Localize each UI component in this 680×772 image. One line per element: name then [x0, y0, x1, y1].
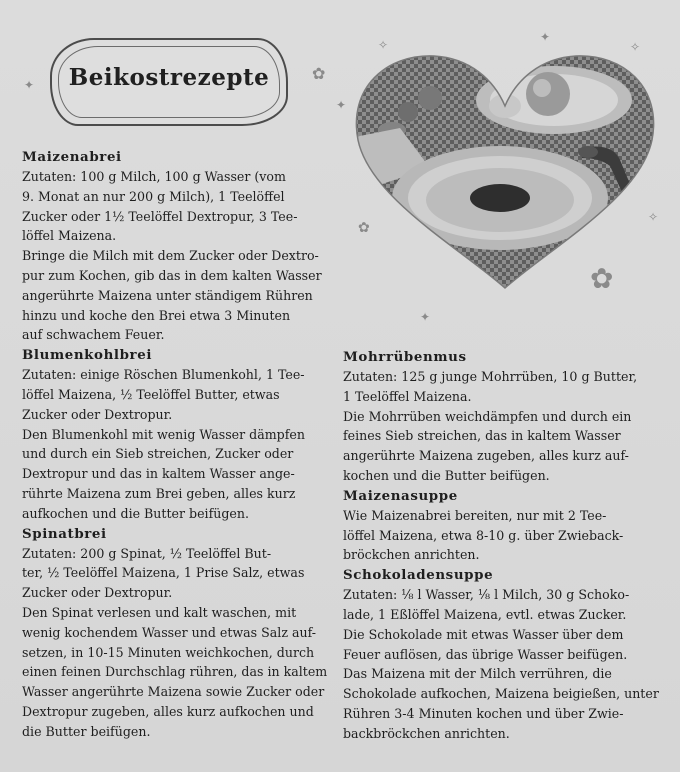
recipe-line: Zutaten: einige Röschen Blumenkohl, 1 Tee- [22, 367, 305, 383]
recipe-line: löffel Maizena, etwa 8-10 g. über Zwieback- [343, 527, 624, 543]
recipe-title: Maizenabrei [22, 149, 122, 165]
decor-flower-icon: ✿ [590, 262, 614, 295]
recipe-line: hinzu und koche den Brei etwa 3 Minuten [22, 307, 291, 323]
recipe-line: einen feinen Durchschlag rühren, das in kaltem [22, 664, 328, 680]
recipe-line: Feuer auflösen, das übrige Wasser beifügen. [343, 646, 628, 662]
recipe-line: pur zum Kochen, gib das in dem kalten Wasser [22, 267, 322, 283]
decor-star-icon: ✦ [540, 30, 551, 44]
recipe-line: und durch ein Sieb streichen, Zucker oder [22, 446, 294, 462]
recipe-line: bröckchen anrichten. [343, 547, 480, 563]
recipe-line: 9. Monat an nur 200 g Milch), 1 Teelöffel [22, 188, 285, 204]
recipe-title: Spinatbrei [22, 525, 107, 542]
recipe-schokoladensuppe [343, 565, 659, 743]
recipe-line: Bringe die Milch mit dem Zucker oder Dextro- [22, 248, 319, 264]
heart-photo-graphic [350, 48, 660, 304]
title-banner [50, 38, 288, 126]
recipe-line: ter, ½ Teelöffel Maizena, 1 Prise Salz, etwas [22, 565, 305, 581]
recipe-line: backbröckchen anrichten. [343, 725, 510, 741]
recipe-line: rührte Maizena zum Brei geben, alles kurz [22, 485, 296, 501]
recipe-line: lade, 1 Eßlöffel Maizena, evtl. etwas Zucker. [343, 606, 627, 622]
recipe-line: löffel Maizena. [22, 228, 117, 244]
recipe-line: Zutaten: ⅛ l Wasser, ⅛ l Milch, 30 g Schoko- [343, 587, 630, 603]
recipe-maizenasuppe [343, 486, 637, 565]
heart-photo [350, 48, 660, 304]
recipe-line: Zucker oder Dextropur. [22, 406, 173, 422]
recipe-line: löffel Maizena, ½ Teelöffel Butter, etwas [22, 386, 280, 402]
recipe-line: Schokolade aufkochen, Maizena beigießen, unter [343, 686, 659, 702]
recipe-line: Dextropur und das in kaltem Wasser ange- [22, 466, 295, 482]
recipe-line: setzen, in 10-15 Minuten weichkochen, durch [22, 644, 315, 660]
decor-star-icon: ✧ [630, 40, 641, 54]
recipe-line: Den Spinat verlesen und kalt waschen, mit [22, 604, 297, 620]
recipe-title: Mohrrübenmus [343, 349, 467, 365]
recipe-line: aufkochen und die Butter beifügen. [22, 505, 249, 521]
recipe-line: Die Schokolade mit etwas Wasser über dem [343, 626, 624, 642]
recipe-title: Schokoladensuppe [343, 567, 494, 584]
recipe-line: Die Mohrrüben weichdämpfen und durch ein [343, 408, 632, 424]
recipe-line: wenig kochendem Wasser und etwas Salz auf- [22, 624, 317, 640]
recipe-line: angerührte Maizena unter ständigem Rühren [22, 287, 313, 303]
recipe-line: angerührte Maizena zugeben, alles kurz auf- [343, 448, 629, 464]
recipe-line: Zutaten: 200 g Spinat, ½ Teelöffel But- [22, 545, 272, 561]
decor-flower-icon: ✿ [312, 64, 326, 83]
recipe-line: Zucker oder 1½ Teelöffel Dextropur, 3 Tee- [22, 208, 298, 224]
decor-star-icon: ✧ [648, 210, 659, 224]
recipe-line: Das Maizena mit der Milch verrühren, die [343, 666, 612, 682]
decor-star-icon: ✦ [336, 98, 347, 112]
recipe-line: Zutaten: 125 g junge Mohrrüben, 10 g Butter, [343, 369, 638, 384]
recipe-line: die Butter beifügen. [22, 723, 151, 739]
right-column [343, 347, 659, 744]
recipe-line: Rühren 3-4 Minuten kochen und über Zwie- [343, 705, 624, 721]
recipe-line: Wasser angerührte Maizena sowie Zucker oder [22, 684, 325, 700]
decor-star-icon: ✧ [378, 38, 389, 52]
recipe-line: Dextropur zugeben, alles kurz aufkochen und [22, 703, 314, 719]
recipe-spinatbrei [22, 524, 328, 742]
recipe-mohrruebenmus [343, 347, 637, 486]
recipe-line: Wie Maizenabrei bereiten, nur mit 2 Tee- [343, 507, 607, 523]
recipe-line: auf schwachem Feuer. [22, 327, 165, 343]
left-column [22, 147, 328, 742]
recipe-line: Den Blumenkohl mit wenig Wasser dämpfen [22, 426, 305, 442]
recipe-title: Blumenkohlbrei [22, 347, 153, 364]
recipe-blumenkohlbrei [22, 345, 318, 523]
decor-star-icon: ✦ [420, 310, 431, 324]
recipe-line: Zucker oder Dextropur. [22, 585, 173, 601]
decor-star-icon: ✦ [24, 78, 35, 92]
page-title: Beikostrezepte [68, 64, 270, 91]
recipe-maizenabrei [22, 147, 322, 345]
decor-flower-icon: ✿ [358, 220, 370, 236]
recipe-line: feines Sieb streichen, das in kaltem Wasser [343, 428, 621, 444]
recipe-title: Maizenasuppe [343, 487, 458, 504]
recipe-line: 1 Teelöffel Maizena. [343, 388, 472, 404]
recipe-line: Zutaten: 100 g Milch, 100 g Wasser (vom [22, 169, 286, 184]
recipe-line: kochen und die Butter beifügen. [343, 467, 550, 483]
